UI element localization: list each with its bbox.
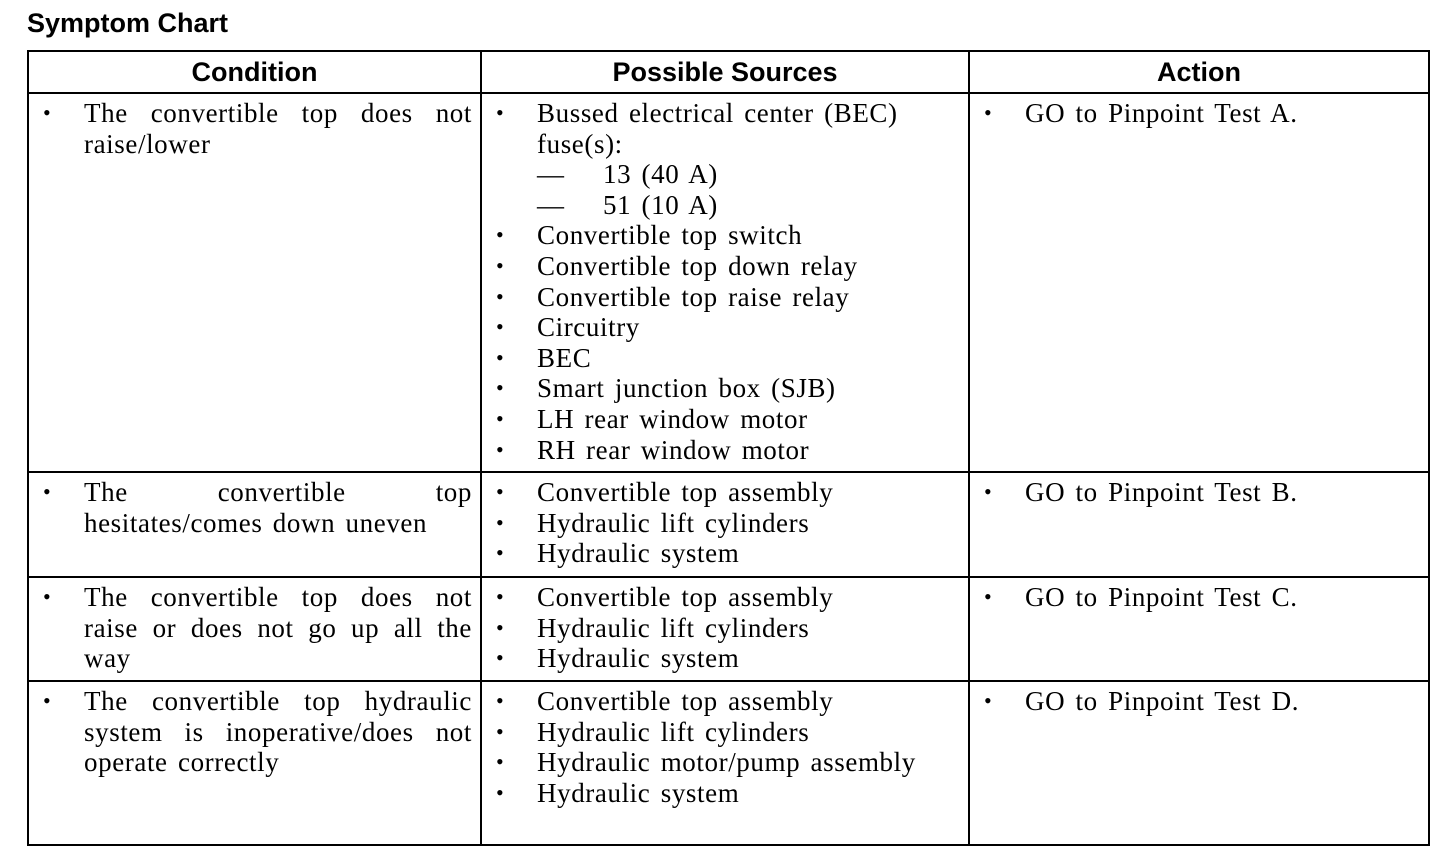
action-text: GO to Pinpoint Test D. [1025,686,1300,716]
bullet-icon: • [43,100,52,125]
header-action: Action [969,51,1429,93]
source-text: Convertible top assembly [537,686,834,716]
table-row [28,472,1429,577]
bullet-icon: • [43,584,52,609]
bullet-icon: • [984,100,993,125]
source-text: Convertible top raise relay [537,281,850,312]
bullet-icon: • [984,479,993,504]
dash-icon: — [537,189,565,220]
bullet-icon: • [496,509,505,535]
condition-item [37,477,472,538]
source-item [490,373,960,404]
action-item [978,582,1420,613]
source-text: Hydraulic lift cylinders [537,716,810,747]
bullet-icon: • [496,283,505,309]
source-text: Smart junction box (SJB) [537,373,836,404]
source-text: Hydraulic system [537,643,740,674]
table-row [28,681,1429,845]
sources-cell [481,681,969,845]
bullet-icon: • [496,584,505,609]
action-item [978,98,1420,129]
source-text: Convertible top switch [537,220,803,251]
source-item [490,643,960,674]
source-item [490,282,960,313]
source-item [490,717,960,748]
bullet-icon: • [496,222,505,248]
action-text: GO to Pinpoint Test B. [1025,477,1298,507]
header-possible-sources: Possible Sources [481,51,969,93]
source-text: BEC [537,342,592,373]
table-row [28,577,1429,681]
condition-cell [28,681,481,845]
condition-cell [28,472,481,577]
condition-item [37,686,472,778]
bullet-icon: • [496,779,505,805]
source-item [490,477,960,508]
bullet-icon: • [984,584,993,609]
symptom-table [27,50,1430,846]
action-item [978,686,1420,717]
bullet-icon: • [496,718,505,744]
condition-text: The convertible top hydraulic system is inoperative/does not operate correctly [84,686,472,778]
table-row [28,93,1429,472]
source-subitem-text: 13 (40 A) [603,159,718,190]
source-item [490,538,960,569]
source-text: Convertible top assembly [537,582,834,612]
dash-icon: — [537,159,565,190]
source-text: Hydraulic system [537,538,740,569]
sources-cell [481,577,969,681]
source-item [490,404,960,435]
bullet-icon: • [984,688,993,713]
bullet-icon: • [496,645,505,671]
action-text: GO to Pinpoint Test A. [1025,98,1298,128]
condition-text: The convertible top hesitates/comes down uneven [84,477,472,538]
bullet-icon: • [496,540,505,566]
source-text: Hydraulic lift cylinders [537,507,810,538]
action-cell [969,681,1429,845]
action-text: GO to Pinpoint Test C. [1025,582,1298,612]
bullet-icon: • [496,614,505,640]
condition-cell [28,93,481,472]
source-item [490,508,960,539]
sources-cell [481,93,969,472]
source-item [490,582,960,613]
source-text: Convertible top down relay [537,250,858,281]
source-item [490,251,960,282]
source-text: RH rear window motor [537,434,810,465]
bullet-icon: • [496,375,505,401]
header-condition: Condition [28,51,481,93]
source-subitem [537,190,960,221]
bullet-icon: • [496,749,505,775]
action-item [978,477,1420,508]
source-text: Bussed electrical center (BEC) fuse(s): [537,98,898,159]
action-cell [969,472,1429,577]
source-text: LH rear window motor [537,403,808,434]
action-cell [969,577,1429,681]
condition-cell [28,577,481,681]
source-item [490,747,960,778]
bullet-icon: • [496,252,505,278]
source-text: Circuitry [537,312,640,343]
bullet-icon: • [496,100,505,125]
source-item [490,343,960,374]
action-cell [969,93,1429,472]
bullet-icon: • [496,479,505,504]
bullet-icon: • [496,688,505,713]
bullet-icon: • [496,314,505,340]
bullet-icon: • [496,436,505,462]
bullet-icon: • [43,688,52,713]
bullet-icon: • [496,405,505,431]
source-item [490,220,960,251]
source-subitem [537,159,960,190]
sources-cell [481,472,969,577]
condition-item [37,582,472,674]
source-text: Hydraulic system [537,777,740,808]
source-item [490,686,960,717]
source-text: Convertible top assembly [537,477,834,507]
bullet-icon: • [496,344,505,370]
table-header-row [28,51,1429,93]
bullet-icon: • [43,479,52,504]
page-title: Symptom Chart [27,8,229,38]
source-item [490,312,960,343]
source-item [490,613,960,644]
source-item [490,778,960,809]
condition-text: The convertible top does not raise/lower [84,98,472,159]
condition-item [37,98,472,159]
source-item [490,98,960,220]
condition-text: The convertible top does not raise or does not go up all the way [84,582,472,674]
source-item [490,435,960,466]
source-subitem-text: 51 (10 A) [603,189,718,220]
source-text: Hydraulic motor/pump assembly [537,747,916,778]
source-text: Hydraulic lift cylinders [537,612,810,643]
